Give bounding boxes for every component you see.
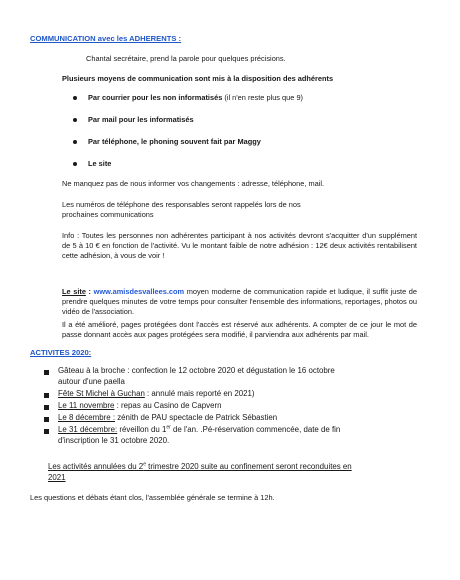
cancelled-text: trimestre 2020 suite au confinement seront reconduites en [145,462,352,471]
activity-item-cont: d'inscription le 31 octobre 2020. [58,436,170,445]
bullet-icon [44,429,49,434]
means-item [88,93,303,103]
activity-name: Le 11 novembre [58,401,115,410]
activity-detail: de l'an. .Pé-réservation commencée, date de fin [170,425,341,434]
means-item-bold: Par courrier pour les non informatisés [88,93,223,102]
site-colon: : [85,287,91,296]
activity-name: Fête St Michel à Guchan [58,389,145,398]
activity-name: Le 8 décembre : [58,413,116,422]
site-link[interactable]: www.amisdesvallees.com [93,287,185,296]
means-item: Par mail pour les informatisés [88,115,194,124]
cancelled-text: Les activités annulées du 2 [48,462,144,471]
site-paragraph [62,287,417,316]
bullet-icon [44,405,49,410]
activity-item-cont: autour d'une paella [58,377,125,386]
activity-item [58,425,340,435]
cancelled-note-cont: 2021 [48,473,66,482]
bullet-icon [73,96,77,100]
bullet-icon [44,417,49,422]
activity-detail: zénith de PAU spectacle de Patrick Sébastien [115,413,278,422]
site-label: Le site [62,287,86,296]
inform-text: Ne manquez pas de nous informer vos changements : adresse, téléphone, mail. [62,179,325,188]
closing-text: Les questions et débats étant clos, l'assemblée générale se termine à 12h. [30,493,275,502]
cancelled-note [48,462,352,472]
activity-item [58,389,255,399]
communication-heading: COMMUNICATION avec les ADHERENTS : [30,34,182,43]
bullet-icon [73,162,77,166]
means-title: Plusieurs moyens de communication sont mis à la disposition des adhérents [62,74,334,83]
activity-item: Gâteau à la broche : confection le 12 octobre 2020 et dégustation le 16 octobre [58,366,335,375]
activity-detail: : repas au Casino de Capvern [114,401,222,410]
activity-item [58,401,221,411]
bullet-icon [44,393,49,398]
means-item-rest: (il n'en reste plus que 9) [222,93,304,102]
activity-detail: : annulé mais reporté en 2021) [144,389,255,398]
bullet-icon [73,140,77,144]
bullet-icon [44,370,49,375]
activites-heading: ACTIVITES 2020: [30,348,92,357]
superscript: e [143,461,146,468]
means-item: Par téléphone, le phoning souvent fait par Maggy [88,137,261,146]
means-item: Le site [88,159,112,168]
improved-paragraph: Il a été amélioré, pages protégées dont l'accès est réservé aux adhérents. A compter de ce jour le mot de passe donnant accès aux pages protégées sera modifié, il parviendra aux adhérents par mail. [62,320,417,339]
bullet-icon [73,118,77,122]
phones-line: prochaines communications [62,210,154,219]
superscript: er [166,424,171,431]
phones-line: Les numéros de téléphone des responsables seront rappelés lors de nos [62,200,301,209]
info-paragraph: Info : Toutes les personnes non adhérentes participant à nos activités devront s'acquitter d'un supplément de 5 à 10 € en fonction de l'activité. Vu le montant faible de notre adhésion : 12€ deux activités rentabilisent cette adhésion, à vous de voir ! [62,231,417,260]
activity-name: Le 31 décembre: [58,425,118,434]
intro-text: Chantal secrétaire, prend la parole pour quelques précisions. [86,54,286,63]
activity-detail: réveillon du 1 [117,425,167,434]
activity-item [58,413,277,423]
site-description: moyen moderne de communication rapide et ludique, il suffit juste de prendre quelques minutes de votre temps pour consulter l'ensemble des informations, reportages, photos ou vidéo de l'association. [62,287,417,316]
